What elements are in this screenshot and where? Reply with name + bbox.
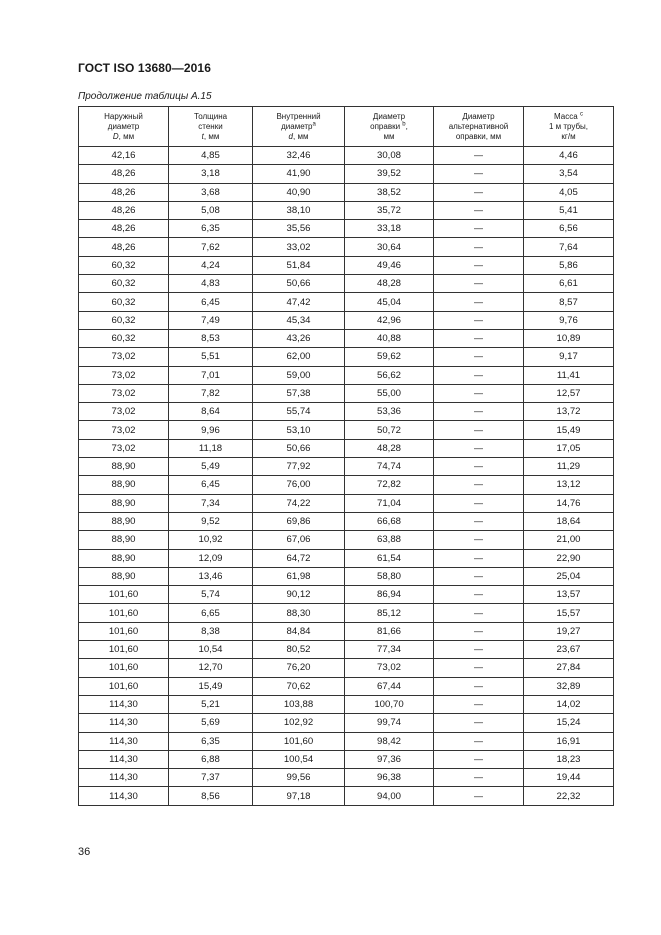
cell-wall-thickness: 3,18 [169,165,253,183]
cell-outer-diameter: 88,90 [79,494,169,512]
cell-outer-diameter: 48,26 [79,220,169,238]
table-row [79,750,614,768]
cell-inner-diameter: 101,60 [253,732,345,750]
cell-mass: 8,57 [524,293,614,311]
cell-wall-thickness: 8,56 [169,787,253,805]
cell-inner-diameter: 59,00 [253,366,345,384]
cell-outer-diameter: 114,30 [79,695,169,713]
table-header-row [79,107,614,147]
cell-alt-drift-diameter: — [434,714,524,732]
cell-alt-drift-diameter: — [434,311,524,329]
cell-wall-thickness: 6,88 [169,750,253,768]
header-inner-diameter: Внутренний диаметр$^a$ d, мм [253,107,345,147]
cell-mass: 5,86 [524,256,614,274]
table-row [79,604,614,622]
cell-outer-diameter: 60,32 [79,329,169,347]
cell-outer-diameter: 60,32 [79,311,169,329]
cell-wall-thickness: 3,68 [169,183,253,201]
cell-inner-diameter: 77,92 [253,458,345,476]
cell-wall-thickness: 13,46 [169,567,253,585]
cell-drift-diameter: 71,04 [345,494,434,512]
cell-outer-diameter: 88,90 [79,458,169,476]
cell-wall-thickness: 7,34 [169,494,253,512]
cell-drift-diameter: 59,62 [345,348,434,366]
cell-outer-diameter: 48,26 [79,201,169,219]
cell-inner-diameter: 33,02 [253,238,345,256]
cell-drift-diameter: 48,28 [345,439,434,457]
cell-drift-diameter: 49,46 [345,256,434,274]
cell-outer-diameter: 101,60 [79,622,169,640]
table-row [79,622,614,640]
cell-outer-diameter: 114,30 [79,750,169,768]
cell-inner-diameter: 45,34 [253,311,345,329]
cell-mass: 22,90 [524,549,614,567]
cell-outer-diameter: 60,32 [79,275,169,293]
cell-alt-drift-diameter: — [434,586,524,604]
cell-alt-drift-diameter: — [434,147,524,165]
cell-drift-diameter: 100,70 [345,695,434,713]
cell-drift-diameter: 33,18 [345,220,434,238]
table-row [79,769,614,787]
table-row [79,348,614,366]
cell-drift-diameter: 39,52 [345,165,434,183]
cell-wall-thickness: 6,35 [169,220,253,238]
cell-outer-diameter: 73,02 [79,348,169,366]
cell-mass: 14,02 [524,695,614,713]
cell-outer-diameter: 88,90 [79,567,169,585]
cell-inner-diameter: 102,92 [253,714,345,732]
cell-mass: 16,91 [524,732,614,750]
footnote-mark-c: c [579,110,583,117]
table-row [79,695,614,713]
cell-drift-diameter: 42,96 [345,311,434,329]
cell-inner-diameter: 50,66 [253,275,345,293]
cell-mass: 6,56 [524,220,614,238]
table-row [79,366,614,384]
cell-alt-drift-diameter: — [434,165,524,183]
cell-wall-thickness: 7,62 [169,238,253,256]
cell-drift-diameter: 50,72 [345,421,434,439]
cell-drift-diameter: 38,52 [345,183,434,201]
cell-drift-diameter: 86,94 [345,586,434,604]
cell-alt-drift-diameter: — [434,659,524,677]
cell-inner-diameter: 88,30 [253,604,345,622]
cell-outer-diameter: 88,90 [79,512,169,530]
cell-drift-diameter: 96,38 [345,769,434,787]
cell-drift-diameter: 56,62 [345,366,434,384]
cell-drift-diameter: 67,44 [345,677,434,695]
cell-mass: 21,00 [524,531,614,549]
cell-alt-drift-diameter: — [434,641,524,659]
cell-alt-drift-diameter: — [434,604,524,622]
cell-wall-thickness: 15,49 [169,677,253,695]
cell-wall-thickness: 5,51 [169,348,253,366]
cell-mass: 13,72 [524,403,614,421]
cell-mass: 25,04 [524,567,614,585]
cell-outer-diameter: 60,32 [79,293,169,311]
cell-alt-drift-diameter: — [434,293,524,311]
cell-wall-thickness: 5,49 [169,458,253,476]
table-row [79,476,614,494]
cell-wall-thickness: 8,38 [169,622,253,640]
header-mass-per-meter: Масса $^c$ 1 м трубы, кг/м [524,107,614,147]
cell-drift-diameter: 35,72 [345,201,434,219]
cell-drift-diameter: 97,36 [345,750,434,768]
table-row [79,238,614,256]
cell-wall-thickness: 4,83 [169,275,253,293]
cell-drift-diameter: 48,28 [345,275,434,293]
cell-outer-diameter: 114,30 [79,732,169,750]
cell-inner-diameter: 90,12 [253,586,345,604]
cell-wall-thickness: 7,82 [169,384,253,402]
footnote-mark-a: a [312,120,316,127]
cell-outer-diameter: 48,26 [79,165,169,183]
cell-inner-diameter: 47,42 [253,293,345,311]
cell-alt-drift-diameter: — [434,421,524,439]
document-standard-header: ГОСТ ISO 13680—2016 [78,61,211,75]
cell-wall-thickness: 6,45 [169,476,253,494]
cell-alt-drift-diameter: — [434,769,524,787]
table-row [79,659,614,677]
cell-inner-diameter: 97,18 [253,787,345,805]
cell-drift-diameter: 40,88 [345,329,434,347]
cell-inner-diameter: 50,66 [253,439,345,457]
cell-inner-diameter: 38,10 [253,201,345,219]
cell-outer-diameter: 73,02 [79,384,169,402]
cell-alt-drift-diameter: — [434,531,524,549]
cell-alt-drift-diameter: — [434,787,524,805]
cell-wall-thickness: 5,21 [169,695,253,713]
cell-wall-thickness: 11,18 [169,439,253,457]
cell-drift-diameter: 66,68 [345,512,434,530]
cell-outer-diameter: 73,02 [79,421,169,439]
cell-outer-diameter: 114,30 [79,787,169,805]
table-row [79,586,614,604]
cell-drift-diameter: 94,00 [345,787,434,805]
cell-drift-diameter: 77,34 [345,641,434,659]
cell-wall-thickness: 5,74 [169,586,253,604]
cell-inner-diameter: 69,86 [253,512,345,530]
cell-outer-diameter: 114,30 [79,769,169,787]
header-drift-diameter: Диаметр оправки $^b$, мм [345,107,434,147]
cell-alt-drift-diameter: — [434,183,524,201]
cell-wall-thickness: 8,53 [169,329,253,347]
cell-mass: 13,57 [524,586,614,604]
cell-alt-drift-diameter: — [434,201,524,219]
cell-drift-diameter: 63,88 [345,531,434,549]
cell-inner-diameter: 80,52 [253,641,345,659]
cell-alt-drift-diameter: — [434,403,524,421]
cell-mass: 5,41 [524,201,614,219]
cell-inner-diameter: 70,62 [253,677,345,695]
cell-mass: 7,64 [524,238,614,256]
cell-inner-diameter: 74,22 [253,494,345,512]
cell-inner-diameter: 43,26 [253,329,345,347]
cell-wall-thickness: 5,08 [169,201,253,219]
cell-alt-drift-diameter: — [434,732,524,750]
cell-wall-thickness: 7,01 [169,366,253,384]
cell-wall-thickness: 9,52 [169,512,253,530]
cell-inner-diameter: 41,90 [253,165,345,183]
cell-mass: 15,57 [524,604,614,622]
cell-alt-drift-diameter: — [434,348,524,366]
cell-mass: 22,32 [524,787,614,805]
cell-mass: 18,64 [524,512,614,530]
cell-outer-diameter: 60,32 [79,256,169,274]
cell-inner-diameter: 51,84 [253,256,345,274]
table-row [79,567,614,585]
table-row [79,714,614,732]
cell-outer-diameter: 101,60 [79,604,169,622]
cell-mass: 9,17 [524,348,614,366]
cell-inner-diameter: 64,72 [253,549,345,567]
cell-inner-diameter: 40,90 [253,183,345,201]
table-row [79,494,614,512]
cell-drift-diameter: 61,54 [345,549,434,567]
cell-outer-diameter: 101,60 [79,677,169,695]
table-row [79,220,614,238]
table-row [79,183,614,201]
table-row [79,201,614,219]
cell-outer-diameter: 101,60 [79,586,169,604]
cell-mass: 3,54 [524,165,614,183]
cell-mass: 23,67 [524,641,614,659]
cell-wall-thickness: 6,65 [169,604,253,622]
cell-drift-diameter: 72,82 [345,476,434,494]
cell-mass: 10,89 [524,329,614,347]
footnote-mark-b: b [402,120,406,127]
table-row [79,549,614,567]
table-row [79,165,614,183]
cell-wall-thickness: 10,54 [169,641,253,659]
table-row [79,421,614,439]
table-body [79,147,614,806]
cell-inner-diameter: 103,88 [253,695,345,713]
cell-outer-diameter: 101,60 [79,659,169,677]
cell-wall-thickness: 8,64 [169,403,253,421]
cell-mass: 4,46 [524,147,614,165]
cell-alt-drift-diameter: — [434,238,524,256]
cell-wall-thickness: 7,49 [169,311,253,329]
cell-alt-drift-diameter: — [434,439,524,457]
cell-drift-diameter: 81,66 [345,622,434,640]
cell-mass: 14,76 [524,494,614,512]
cell-alt-drift-diameter: — [434,275,524,293]
cell-drift-diameter: 55,00 [345,384,434,402]
cell-mass: 19,27 [524,622,614,640]
table-row [79,732,614,750]
cell-outer-diameter: 88,90 [79,549,169,567]
cell-wall-thickness: 7,37 [169,769,253,787]
cell-drift-diameter: 58,80 [345,567,434,585]
cell-drift-diameter: 85,12 [345,604,434,622]
cell-mass: 15,24 [524,714,614,732]
cell-inner-diameter: 35,56 [253,220,345,238]
cell-wall-thickness: 6,45 [169,293,253,311]
cell-alt-drift-diameter: — [434,366,524,384]
page-number: 36 [78,846,91,858]
table-row [79,458,614,476]
cell-alt-drift-diameter: — [434,494,524,512]
table-row [79,512,614,530]
table-row [79,439,614,457]
cell-wall-thickness: 10,92 [169,531,253,549]
cell-inner-diameter: 76,00 [253,476,345,494]
header-alternative-drift-diameter: Диаметр альтернативной оправки, мм [434,107,524,147]
cell-drift-diameter: 98,42 [345,732,434,750]
cell-outer-diameter: 101,60 [79,641,169,659]
cell-alt-drift-diameter: — [434,384,524,402]
cell-drift-diameter: 45,04 [345,293,434,311]
table-row [79,256,614,274]
cell-outer-diameter: 73,02 [79,439,169,457]
table-row [79,293,614,311]
table-row [79,403,614,421]
cell-inner-diameter: 53,10 [253,421,345,439]
cell-mass: 11,41 [524,366,614,384]
cell-inner-diameter: 55,74 [253,403,345,421]
cell-inner-diameter: 61,98 [253,567,345,585]
cell-alt-drift-diameter: — [434,512,524,530]
cell-alt-drift-diameter: — [434,750,524,768]
table-row [79,787,614,805]
cell-alt-drift-diameter: — [434,677,524,695]
table-row [79,147,614,165]
header-outer-diameter: Наружный диаметр D, мм [79,107,169,147]
cell-outer-diameter: 42,16 [79,147,169,165]
cell-drift-diameter: 53,36 [345,403,434,421]
cell-inner-diameter: 100,54 [253,750,345,768]
cell-alt-drift-diameter: — [434,622,524,640]
cell-inner-diameter: 99,56 [253,769,345,787]
cell-wall-thickness: 12,70 [169,659,253,677]
table-row [79,531,614,549]
cell-alt-drift-diameter: — [434,256,524,274]
table-row [79,677,614,695]
cell-alt-drift-diameter: — [434,549,524,567]
cell-outer-diameter: 88,90 [79,476,169,494]
cell-inner-diameter: 32,46 [253,147,345,165]
pipe-dimensions-table [78,106,614,806]
cell-wall-thickness: 12,09 [169,549,253,567]
table-caption: Продолжение таблицы А.15 [78,91,212,102]
cell-alt-drift-diameter: — [434,220,524,238]
cell-wall-thickness: 4,85 [169,147,253,165]
cell-mass: 19,44 [524,769,614,787]
cell-wall-thickness: 4,24 [169,256,253,274]
cell-alt-drift-diameter: — [434,476,524,494]
cell-inner-diameter: 67,06 [253,531,345,549]
header-wall-thickness: Толщина стенки t, мм [169,107,253,147]
cell-mass: 15,49 [524,421,614,439]
cell-mass: 12,57 [524,384,614,402]
cell-inner-diameter: 62,00 [253,348,345,366]
cell-mass: 6,61 [524,275,614,293]
cell-outer-diameter: 88,90 [79,531,169,549]
cell-mass: 17,05 [524,439,614,457]
table-row [79,311,614,329]
cell-drift-diameter: 30,64 [345,238,434,256]
cell-mass: 11,29 [524,458,614,476]
cell-alt-drift-diameter: — [434,567,524,585]
cell-alt-drift-diameter: — [434,458,524,476]
cell-mass: 18,23 [524,750,614,768]
cell-inner-diameter: 84,84 [253,622,345,640]
cell-alt-drift-diameter: — [434,329,524,347]
cell-drift-diameter: 74,74 [345,458,434,476]
cell-mass: 13,12 [524,476,614,494]
cell-mass: 32,89 [524,677,614,695]
cell-outer-diameter: 73,02 [79,366,169,384]
cell-inner-diameter: 57,38 [253,384,345,402]
cell-wall-thickness: 6,35 [169,732,253,750]
cell-outer-diameter: 48,26 [79,183,169,201]
cell-drift-diameter: 99,74 [345,714,434,732]
cell-outer-diameter: 73,02 [79,403,169,421]
cell-outer-diameter: 114,30 [79,714,169,732]
cell-alt-drift-diameter: — [434,695,524,713]
table-row [79,275,614,293]
table-row [79,384,614,402]
cell-wall-thickness: 9,96 [169,421,253,439]
table-row [79,329,614,347]
cell-mass: 27,84 [524,659,614,677]
cell-mass: 4,05 [524,183,614,201]
cell-wall-thickness: 5,69 [169,714,253,732]
cell-outer-diameter: 48,26 [79,238,169,256]
cell-drift-diameter: 30,08 [345,147,434,165]
table-row [79,641,614,659]
cell-inner-diameter: 76,20 [253,659,345,677]
cell-drift-diameter: 73,02 [345,659,434,677]
cell-mass: 9,76 [524,311,614,329]
